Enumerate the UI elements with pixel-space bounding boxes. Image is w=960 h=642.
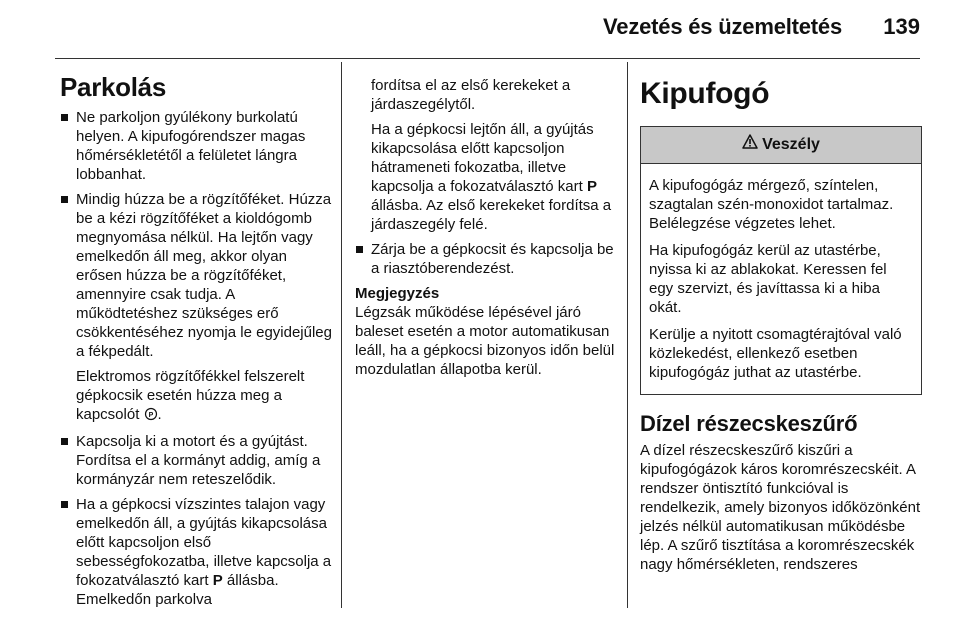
subtext-end: . bbox=[157, 406, 162, 423]
page-header bbox=[0, 0, 960, 58]
column-divider-1 bbox=[341, 62, 342, 608]
slope-text-end: állásba. Az első kerekeket fordítsa a járdaszegély felé. bbox=[371, 197, 612, 233]
dpf-paragraph: A dízel részecskeszűrő kiszűri a kipufogógázok káros koromrészecskéit. A rendszer öntisztító funkcióval is rendelkezik, amely bizonyos időközönként jelzés nélkül automatikusan működésbe lép. A szűrő tisztítása a koromrészecskék nagy hőmérsékleten, rendszeres bbox=[640, 442, 921, 573]
danger-paragraph: Kerülje a nyitott csomagtérajtóval való közlekedést, ellenkező esetben kipufogógáz juthat az utastérbe. bbox=[649, 326, 902, 381]
list-item-text: Ha a gépkocsi vízszintes talajon vagy emelkedőn áll, a gyújtás kikapcsolása előtt kapcsoljon első sebességfokozatba, illetve kapcsolja a fokozatválasztó kart bbox=[76, 496, 332, 589]
parking-list bbox=[60, 108, 332, 609]
list-item bbox=[60, 108, 332, 184]
section-title-parkolas: Parkolás bbox=[60, 72, 167, 102]
list-item-text-end: állásba. Emelkedőn parkolva bbox=[76, 572, 279, 608]
lever-position-p: P bbox=[212, 572, 223, 589]
page-number: 139 bbox=[883, 14, 920, 39]
subsection-title-dpf: Dízel részecskeszűrő bbox=[640, 411, 858, 436]
list-item-text: Kapcsolja ki a motort és a gyújtást. Fordítsa el a kormányt addig, amíg a kormányzár nem reteszelődik. bbox=[76, 433, 321, 488]
continued-text: fordítsa el az első kerekeket a járdaszegélytől. bbox=[371, 77, 571, 113]
list-item-text: Mindig húzza be a rögzítőféket. Húzza be a kézi rögzítőféket a kioldógomb megnyomása nélkül. Ha lejtőn vagy emelkedőn áll meg, akkor olyan erősen húzza be a rögzítőféket, amennyire csak tudja. A működtetéshez szükséges erő csökkentéséhez nyomja le egyidejűleg a fékpedált. bbox=[76, 191, 332, 360]
section-title-kipufogo: Kipufogó bbox=[640, 77, 770, 110]
danger-body bbox=[641, 164, 921, 394]
column-1 bbox=[60, 72, 332, 615]
danger-label: Veszély bbox=[762, 136, 820, 154]
svg-text:P: P bbox=[148, 412, 153, 419]
slope-paragraph bbox=[355, 120, 623, 234]
subtext-body: Elektromos rögzítőfékkel felszerelt gépkocsik esetén húzza meg a kapcsolót bbox=[76, 368, 305, 423]
list-item bbox=[355, 240, 623, 278]
note-title: Megjegyzés bbox=[355, 285, 440, 302]
chapter-title: Vezetés és üzemeltetés bbox=[603, 14, 842, 39]
warning-triangle-icon bbox=[742, 127, 758, 163]
header-rule bbox=[55, 58, 920, 59]
danger-box bbox=[640, 126, 922, 395]
list-item bbox=[60, 190, 332, 426]
slope-text: Ha a gépkocsi lejtőn áll, a gyújtás kikapcsolása előtt kapcsoljon hátrameneti fokozatba, illetve kapcsolja a fokozatválasztó kart bbox=[371, 121, 594, 195]
lever-position-p: P bbox=[586, 178, 597, 195]
list-item-text: Ne parkoljon gyúlékony burkolatú helyen. A kipufogórendszer magas hőmérsékletétől a felületet lángra lobbanhat. bbox=[76, 109, 306, 183]
list-item-text: Zárja be a gépkocsit és kapcsolja be a riasztóberendezést. bbox=[371, 241, 614, 277]
danger-paragraph: A kipufogógáz mérgező, színtelen, szagtalan szén-monoxidot tartalmaz. Belélegzése végzetes lehet. bbox=[649, 177, 894, 232]
list-item bbox=[60, 495, 332, 609]
note-body: Légzsák működése lépésével járó baleset esetén a motor automatikusan leáll, ha a gépkocsi bizonyos időn belül mozdulatlan állapotba kerül. bbox=[355, 304, 615, 378]
lock-list bbox=[355, 240, 623, 278]
parking-brake-switch-icon bbox=[144, 407, 158, 426]
danger-header bbox=[641, 127, 921, 164]
danger-paragraph: Ha kipufogógáz kerül az utastérbe, nyissa ki az ablakokat. Keressen fel egy szervizt, és javíttassa ki a hiba okát. bbox=[649, 242, 887, 316]
column-2 bbox=[355, 76, 623, 379]
column-divider-2 bbox=[627, 62, 628, 608]
list-item bbox=[60, 432, 332, 489]
list-item-subtext bbox=[76, 367, 332, 426]
column-3 bbox=[640, 72, 922, 580]
